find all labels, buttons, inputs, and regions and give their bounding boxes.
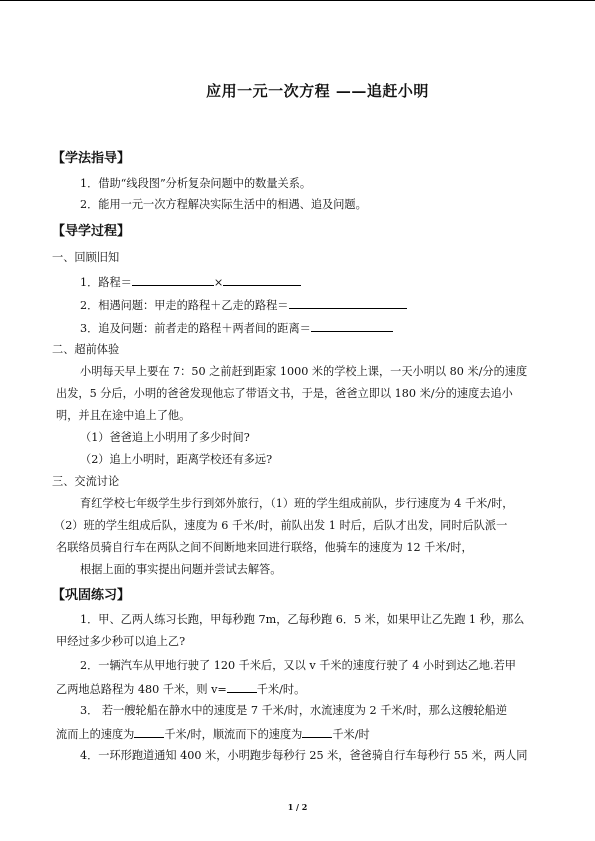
- answer-blank[interactable]: [134, 726, 164, 738]
- practice-q2-line-2: [56, 681, 305, 697]
- page-title: 应用一元一次方程 ——追赶小明: [206, 82, 429, 100]
- practice-q3-text-c: 千米/时: [332, 728, 370, 741]
- review-item-1-text: 1．路程＝: [80, 276, 132, 289]
- section-heading-guide: 【学法指导】: [52, 151, 131, 166]
- answer-blank[interactable]: [311, 320, 393, 332]
- practice-q2-unit: 千米/时。: [256, 683, 306, 696]
- answer-blank[interactable]: [289, 297, 407, 309]
- section-heading-process: 【导学过程】: [52, 224, 131, 239]
- guide-item-2: 2．能用一元一次方程解决实际生活中的相遇、追及问题。: [80, 198, 367, 211]
- preview-line-2: 出发，5 分后，小明的爸爸发现他忘了带语文书，于是，爸爸立即以 180 米/分的速度去追小: [56, 387, 513, 400]
- review-item-2-text: 2．相遇问题：甲走的路程＋乙走的路程＝: [80, 299, 289, 312]
- practice-q3-text-a: 流而上的速度为: [56, 728, 135, 741]
- practice-q3-line-2: [56, 726, 370, 742]
- discussion-line-3: 名联络员骑自行车在两队之间不间断地来回进行联络，他骑车的速度为 12 千米/时，: [56, 541, 473, 554]
- answer-blank[interactable]: [227, 681, 257, 693]
- preview-label: 二、超前体验: [52, 343, 120, 356]
- answer-blank[interactable]: [302, 726, 332, 738]
- review-item-3: [80, 320, 393, 336]
- preview-question-2: （2）追上小明时，距离学校还有多远?: [80, 453, 273, 466]
- review-item-1: [80, 274, 301, 290]
- guide-item-1: 1．借助“线段图”分析复杂问题中的数量关系。: [80, 177, 312, 190]
- practice-q1-line-2: 甲经过多少秒可以追上乙?: [56, 635, 186, 648]
- practice-q2-text: 乙两地总路程为 480 千米，则 v=: [56, 683, 227, 696]
- practice-q3-text-b: 千米/时，顺流而下的速度为: [164, 728, 303, 741]
- practice-q4-line-1: 4．一环形跑道通知 400 米，小明跑步每秒行 25 米，爸爸骑自行车每秒行 55 米，两人同: [80, 749, 528, 762]
- review-item-2: [80, 297, 407, 313]
- times-sign: ×: [213, 276, 224, 289]
- preview-line-3: 明，并且在途中追上了他。: [56, 409, 191, 422]
- discussion-line-1: 育红学校七年级学生步行到郊外旅行，（1）班的学生组成前队，步行速度为 4 千米/时，: [80, 497, 514, 510]
- discussion-line-2: （2）班的学生组成后队，速度为 6 千米/时，前队出发 1 时后，后队才出发，同时后队派一: [54, 519, 508, 532]
- preview-question-1: （1）爸爸追上小明用了多少时间?: [80, 431, 250, 444]
- answer-blank[interactable]: [223, 274, 301, 286]
- page-number: 1 / 2: [287, 802, 308, 812]
- practice-q3-line-1: 3． 若一艘轮船在静水中的速度是 7 千米/时，水流速度为 2 千米/时，那么这艘轮船逆: [80, 704, 508, 717]
- review-label: 一、回顾旧知: [52, 251, 120, 264]
- answer-blank[interactable]: [132, 274, 214, 286]
- practice-q2-line-1: 2．一辆汽车从甲地行驶了 120 千米后，又以 v 千米的速度行驶了 4 小时到达乙地.若甲: [80, 659, 516, 672]
- discussion-line-4: 根据上面的事实提出问题并尝试去解答。: [80, 563, 282, 576]
- section-heading-practice: 【巩固练习】: [52, 588, 131, 603]
- practice-q1-line-1: 1．甲、乙两人练习长跑，甲每秒跑 7m，乙每秒跑 6．5 米，如果甲让乙先跑 1 秒，那么: [80, 613, 525, 626]
- discussion-label: 三、交流讨论: [52, 475, 120, 488]
- review-item-3-text: 3．追及问题：前者走的路程＋两者间的距离＝: [80, 322, 311, 335]
- preview-line-1: 小明每天早上要在 7：50 之前赶到距家 1000 米的学校上课，一天小明以 80 米/分的速度: [80, 365, 528, 378]
